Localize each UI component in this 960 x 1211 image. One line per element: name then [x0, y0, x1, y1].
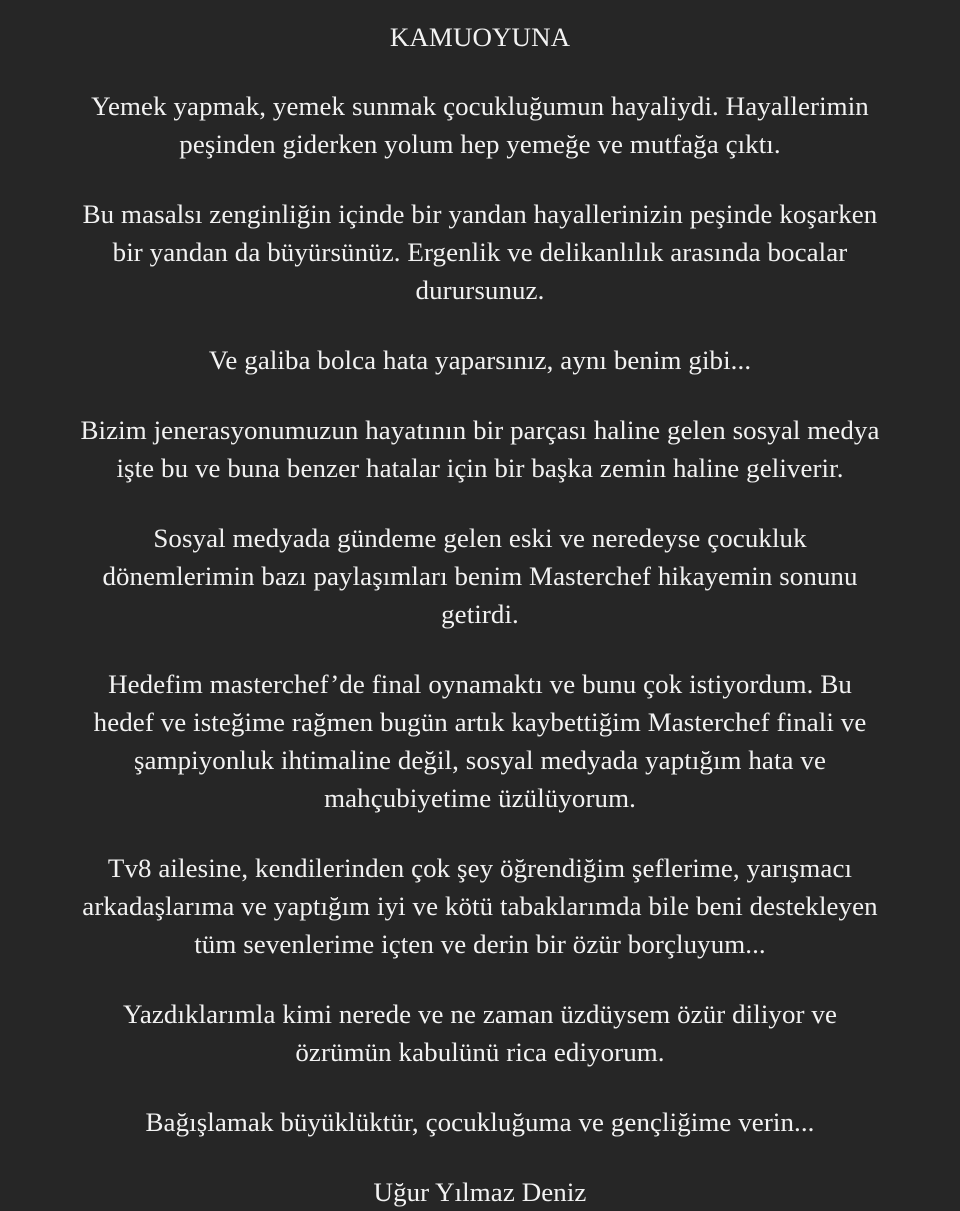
- paragraph-line: Yazdıklarımla kimi nerede ve ne zaman üzdüysem özür diliyor ve: [122, 999, 837, 1029]
- paragraph-line: hedef ve isteğime rağmen bugün artık kaybettiğim Masterchef finali ve: [93, 707, 867, 737]
- paragraph-line: Bağışlamak büyüklüktür, çocukluğuma ve gençliğime verin...: [145, 1107, 815, 1137]
- paragraph-line: arkadaşlarıma ve yaptığım iyi ve kötü tabaklarımda bile beni destekleyen: [82, 891, 878, 921]
- signature: [0, 1173, 960, 1211]
- paragraph-line: mahçubiyetime üzülüyorum.: [324, 783, 636, 813]
- paragraph-line: Bu masalsı zenginliğin içinde bir yandan hayallerinizin peşinde koşarken: [82, 199, 878, 229]
- paragraph-line: getirdi.: [441, 599, 519, 629]
- paragraph-line: Sosyal medyada gündeme gelen eski ve neredeyse çocukluk: [153, 523, 807, 553]
- paragraph-6: [0, 665, 960, 817]
- paragraph-line: özrümün kabulünü rica ediyorum.: [295, 1037, 665, 1067]
- paragraph-line: şampiyonluk ihtimaline değil, sosyal medyada yaptığım hata ve: [133, 745, 827, 775]
- signature-text: Uğur Yılmaz Deniz: [373, 1177, 587, 1207]
- paragraph-line: Yemek yapmak, yemek sunmak çocukluğumun hayaliydi. Hayallerimin: [91, 91, 869, 121]
- paragraph-3: [0, 341, 960, 379]
- paragraph-line: peşinden giderken yolum hep yemeğe ve mutfağa çıktı.: [179, 129, 781, 159]
- paragraph-line: tüm sevenlerime içten ve derin bir özür borçluyum...: [194, 929, 766, 959]
- paragraph-line: bir yandan da büyürsünüz. Ergenlik ve delikanlılık arasında bocalar: [112, 237, 848, 267]
- paragraph-1: [0, 87, 960, 163]
- paragraph-5: [0, 519, 960, 633]
- paragraph-8: [0, 995, 960, 1071]
- paragraph-line: Hedefim masterchef’de final oynamaktı ve bunu çok istiyordum. Bu: [108, 669, 852, 699]
- paragraph-line: Ve galiba bolca hata yaparsınız, aynı benim gibi...: [208, 345, 752, 375]
- paragraph-9: [0, 1103, 960, 1141]
- paragraph-line: işte bu ve buna benzer hatalar için bir başka zemin haline geliverir.: [116, 453, 844, 483]
- title-text: KAMUOYUNA: [389, 22, 571, 52]
- paragraph-4: [0, 411, 960, 487]
- paragraph-2: [0, 195, 960, 309]
- paragraph-line: Bizim jenerasyonumuzun hayatının bir parçası haline gelen sosyal medya: [80, 415, 880, 445]
- paragraph-line: Tv8 ailesine, kendilerinden çok şey öğrendiğim şeflerime, yarışmacı: [107, 853, 853, 883]
- paragraph-line: durursunuz.: [415, 275, 545, 305]
- statement-title: [0, 18, 960, 56]
- paragraph-7: [0, 849, 960, 963]
- paragraph-line: dönemlerimin bazı paylaşımları benim Masterchef hikayemin sonunu: [102, 561, 858, 591]
